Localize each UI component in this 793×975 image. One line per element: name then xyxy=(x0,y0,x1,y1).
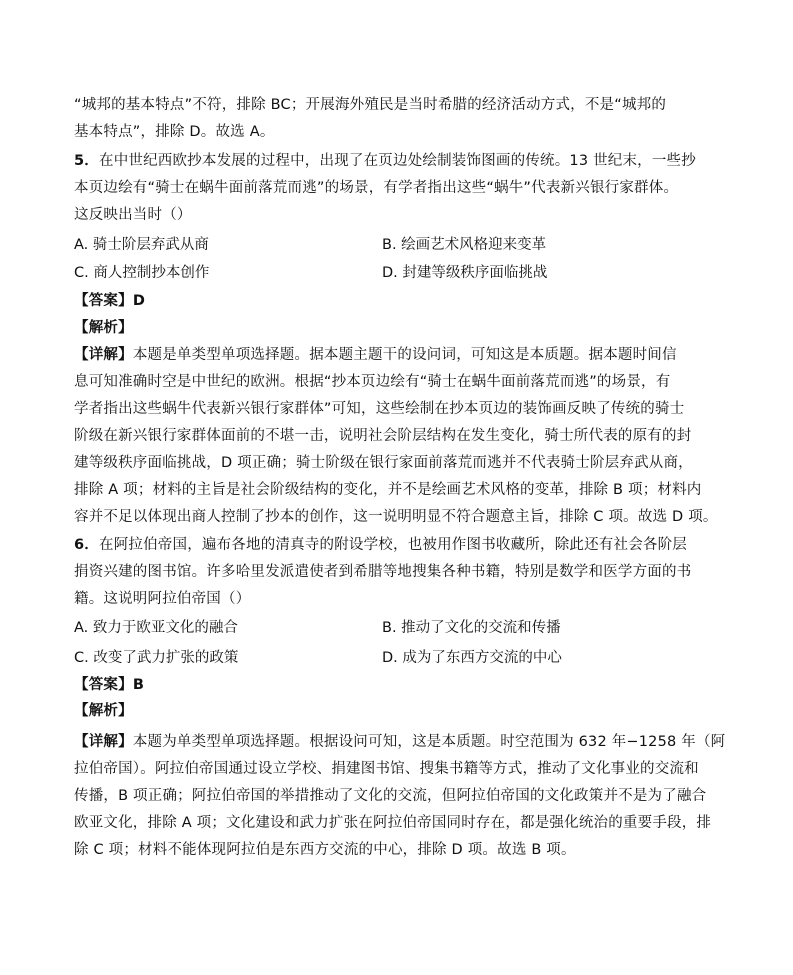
q6-answer xyxy=(74,675,724,695)
q6-answer-letter: B xyxy=(132,677,145,693)
q6-option-c: C. 改变了武力扩张的政策 xyxy=(74,650,239,666)
q6-stem-line-2: 捐资兴建的图书馆。许多哈里发派遣使者到希腊等地搜集各种书籍，特别是数学和医学方面的书 xyxy=(74,564,692,580)
q6-detail-text-1: 本题为单类型单项选择题。根据设问可知，这是本质题。时空范围为 632 年−1258 年（阿 xyxy=(132,734,726,750)
q6-stem-line-1 xyxy=(74,535,724,555)
q5-stem-line-1 xyxy=(74,151,724,171)
continuation-line-1: “城邦的基本特点”不符，排除 BC；开展海外殖民是当时希腊的经济活动方式，不是“城邦的 xyxy=(74,97,667,113)
q5-analysis-label: 【解析】 xyxy=(74,320,133,336)
q6-answer-tag: 【答案】 xyxy=(74,677,133,693)
q5-option-d: D. 封建等级秩序面临挑战 xyxy=(382,265,548,281)
q6-detail-line-1 xyxy=(74,732,724,752)
q5-detail-tag: 【详解】 xyxy=(74,347,133,363)
q6-stem-line-3: 籍。这说明阿拉伯帝国（） xyxy=(74,591,251,607)
q5-analysis-tag xyxy=(74,318,724,338)
q5-option-b: B. 绘画艺术风格迎来变革 xyxy=(382,237,547,253)
q5-stem-line-3: 这反映出当时（） xyxy=(74,207,192,223)
q6-stem-text-1: 在阿拉伯帝国，遍布各地的清真寺的附设学校，也被用作图书收藏所，除此还有社会各阶层 xyxy=(99,537,687,553)
q5-answer-letter: D xyxy=(132,293,146,309)
q5-detail-line-1 xyxy=(74,345,724,365)
q6-number: 6． xyxy=(74,537,99,553)
q5-option-a: A. 骑士阶层弃武从商 xyxy=(74,237,209,253)
continuation-line-2: 基本特点”，排除 D。故选 A。 xyxy=(74,124,275,140)
q5-number: 5． xyxy=(74,153,99,169)
q6-detail-line-4: 欧亚文化，排除 A 项；文化建设和武力扩张在阿拉伯帝国同时存在，都是强化统治的重要手段，排 xyxy=(74,815,712,831)
q5-detail-line-2: 息可知准确时空是中世纪的欧洲。根据“抄本页边绘有“骑士在蜗牛面前落荒而逃”的场景，有 xyxy=(74,374,671,390)
q6-detail-tag: 【详解】 xyxy=(74,734,133,750)
q6-analysis-label: 【解析】 xyxy=(74,703,133,719)
q6-option-d: D. 成为了东西方交流的中心 xyxy=(382,650,562,666)
q5-detail-line-4: 阶级在新兴银行家群体面前的不堪一击，说明社会阶层结构在发生变化，骑士所代表的原有的封 xyxy=(74,428,692,444)
q6-detail-line-5: 除 C 项；材料不能体现阿拉伯是东西方交流的中心，排除 D 项。故选 B 项。 xyxy=(74,842,576,858)
q6-detail-line-2: 拉伯帝国）。阿拉伯帝国通过设立学校、捐建图书馆、搜集书籍等方式，推动了文化事业的交流和 xyxy=(74,761,699,777)
q5-stem-line-2: 本页边绘有“骑士在蜗牛面前落荒而逃”的场景，有学者指出这些“蜗牛”代表新兴银行家群体。 xyxy=(74,180,679,196)
q6-option-b: B. 推动了文化的交流和传播 xyxy=(382,620,561,636)
q5-answer xyxy=(74,291,724,311)
q6-detail-line-3: 传播，B 项正确；阿拉伯帝国的举措推动了文化的交流，但阿拉伯帝国的文化政策并不是为了融合 xyxy=(74,788,707,804)
q5-stem-text-1: 在中世纪西欧抄本发展的过程中，出现了在页边处绘制装饰图画的传统。13 世纪末，一些抄 xyxy=(99,153,696,169)
q5-detail-line-5: 建等级秩序面临挑战，D 项正确；骑士阶级在银行家面前落荒而逃并不代表骑士阶层弃武从商， xyxy=(74,455,693,471)
q5-answer-tag: 【答案】 xyxy=(74,293,133,309)
q5-option-c: C. 商人控制抄本创作 xyxy=(74,265,210,281)
q6-option-a: A. 致力于欧亚文化的融合 xyxy=(74,620,238,636)
q5-detail-text-1: 本题是单类型单项选择题。据本题主题干的设问词，可知这是本质题。据本题时间信 xyxy=(132,347,677,363)
q5-detail-line-6: 排除 A 项；材料的主旨是社会阶级结构的变化，并不是绘画艺术风格的变革，排除 B 项；材料内 xyxy=(74,482,702,498)
q5-detail-line-3: 学者指出这些蜗牛代表新兴银行家群体”可知，这些绘制在抄本页边的装饰画反映了传统的骑士 xyxy=(74,401,685,417)
q5-detail-line-7: 容并不足以体现出商人控制了抄本的创作，这一说明明显不符合题意主旨，排除 C 项。故选 D 项。 xyxy=(74,509,718,525)
q6-analysis-tag xyxy=(74,701,724,721)
